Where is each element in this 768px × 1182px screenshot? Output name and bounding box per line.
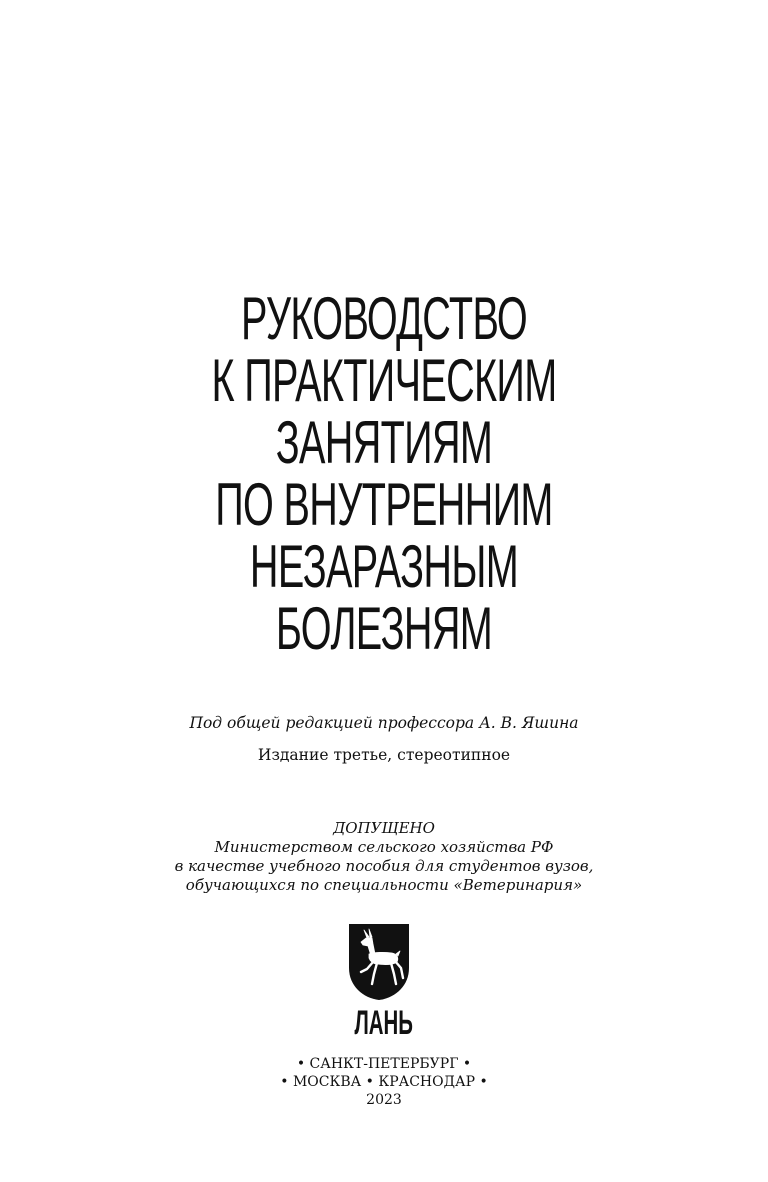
publisher-name [0,1004,768,1042]
editor-credit: Под общей редакцией профессора А. В. Яшина [189,714,579,732]
title-line: РУКОВОДСТВО [240,285,528,352]
publisher-name-text: ЛАНЬ [354,1004,414,1042]
book-title [0,285,768,662]
city-line: • САНКТ-ПЕТЕРБУРГ • [296,1056,472,1072]
title-line: ЗАНЯТИЯМ [275,409,493,476]
approval-line: ДОПУЩЕНО [333,819,435,837]
doe-shield-icon [347,922,411,1002]
city-line: • МОСКВА • КРАСНОДАР • [280,1074,488,1090]
title-line: К ПРАКТИЧЕСКИМ [211,347,557,414]
edition-note: Издание третье, стереотипное [257,746,511,764]
title-line: ПО ВНУТРЕННИМ [215,471,553,538]
publication-year: 2023 [366,1092,402,1108]
approval-line: в качестве учебного пособия для студентов вузов, [174,857,594,875]
title-line: НЕЗАРАЗНЫМ [249,533,519,600]
approval-line: обучающихся по специальности «Ветеринария» [185,876,583,894]
approval-stamp [0,819,768,895]
title-line: БОЛЕЗНЯМ [275,595,493,662]
publisher-imprint [0,1055,768,1109]
approval-line: Министерством сельского хозяйства РФ [214,838,554,856]
